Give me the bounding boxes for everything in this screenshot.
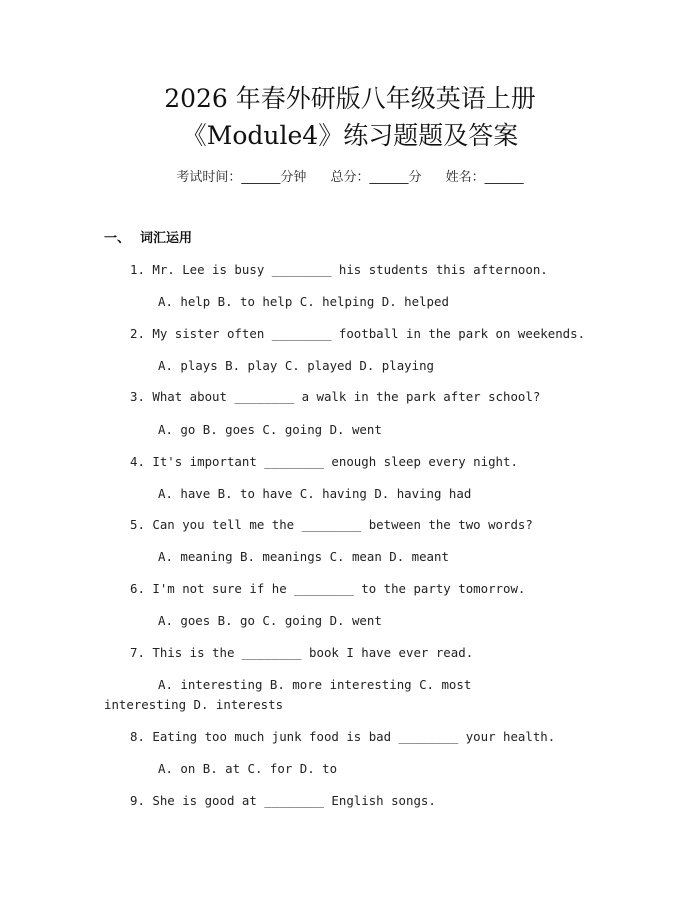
question-5-options: A. meaning B. meanings C. mean D. meant	[158, 549, 449, 564]
question-2-stem: 2. My sister often ________ football in the park on weekends.	[130, 326, 586, 341]
question-1-options: A. help B. to help C. helping D. helped	[158, 294, 449, 309]
question-8-options: A. on B. at C. for D. to	[158, 761, 338, 776]
title-line-2: 《Module4》练习题题及答案	[181, 121, 519, 150]
section-heading	[104, 230, 192, 248]
question-2-options: A. plays B. play C. played D. playing	[158, 358, 435, 373]
name-field: 姓名：______	[445, 170, 524, 185]
question-4-stem: 4. It's important ________ enough sleep every night.	[130, 454, 518, 469]
title-line-1: 2026 年春外研版八年级英语上册	[164, 84, 536, 113]
exam-time-field: 考试时间：______分钟	[176, 170, 307, 185]
section-number: 一、	[104, 231, 131, 246]
question-3-stem: 3. What about ________ a walk in the park after school?	[130, 389, 541, 404]
question-5-stem: 5. Can you tell me the ________ between the two words?	[130, 517, 533, 532]
question-3-options: A. go B. goes C. going D. went	[158, 422, 382, 437]
question-8-stem: 8. Eating too much junk food is bad ________ your health.	[130, 729, 556, 744]
question-6-options: A. goes B. go C. going D. went	[158, 613, 382, 628]
question-4-options: A. have B. to have C. having D. having had	[158, 486, 472, 501]
question-7-stem: 7. This is the ________ book I have ever read.	[130, 645, 474, 660]
total-score-field: 总分：______分	[330, 170, 422, 185]
question-7-options: A. interesting B. more interesting C. most interesting D. interests	[104, 677, 472, 712]
question-1-stem: 1. Mr. Lee is busy ________ his students this afternoon.	[130, 262, 548, 277]
question-9-stem: 9. She is good at ________ English songs.	[130, 793, 436, 808]
exam-meta-line	[0, 169, 700, 187]
question-6-stem: 6. I'm not sure if he ________ to the party tomorrow.	[130, 581, 526, 596]
section-title: 词汇运用	[140, 231, 193, 246]
